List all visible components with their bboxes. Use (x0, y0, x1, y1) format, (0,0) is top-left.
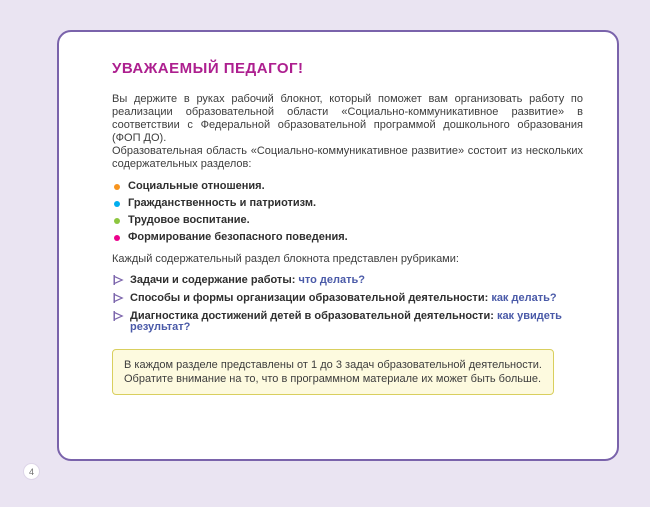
page-title: УВАЖАЕМЫЙ ПЕДАГОГ! (112, 60, 304, 77)
list-item (112, 293, 583, 304)
bullet-label: Формирование безопасного поведения. (128, 231, 348, 243)
rubric-label: Задачи и содержание работы: (130, 274, 296, 286)
bullet-label: Социальные отношения. (128, 180, 265, 192)
bullet-label: Трудовое воспитание. (128, 214, 250, 226)
rubric-question: как делать? (491, 292, 557, 304)
sections-list (112, 181, 583, 243)
rubrics-intro: Каждый содержательный раздел блокнота представлен рубриками: (112, 253, 459, 265)
flag-icon (112, 274, 124, 286)
rubric-question: как увидеть результат? (130, 310, 562, 333)
rubric-text (130, 293, 557, 304)
list-item (112, 232, 583, 243)
intro-paragraph: Вы держите в руках рабочий блокнот, который поможет вам организовать работу по реализации образовательной области «Социально-коммуникативное развитие» в соответствии с Федеральной образовательной программой дошкольного образования (ФОП ДО). (112, 93, 583, 144)
bullet-dot (114, 184, 120, 190)
rubric-text (130, 275, 365, 286)
list-item (112, 181, 583, 192)
sections-paragraph: Образовательная область «Социально-коммуникативное развитие» состоит из нескольких содержательных разделов: (112, 145, 583, 170)
rubric-label: Способы и формы организации образовательной деятельности: (130, 292, 489, 304)
note-box (112, 349, 554, 395)
rubric-label: Диагностика достижений детей в образовательной деятельности: (130, 310, 494, 322)
note-text: В каждом разделе представлены от 1 до 3 задач образовательной деятельности. Обратите внимание на то, что в программном материале их может быть больше. (124, 359, 542, 385)
page-number: 4 (28, 466, 34, 477)
list-item (112, 275, 583, 286)
content-card (57, 30, 619, 461)
flag-icon (112, 292, 124, 304)
rubric-question: что делать? (298, 274, 365, 286)
rubrics-list (112, 275, 583, 333)
bullet-dot (114, 201, 120, 207)
flag-icon (112, 310, 124, 322)
list-item (112, 215, 583, 226)
list-item (112, 311, 583, 333)
rubric-text (130, 311, 583, 333)
page-number-badge (23, 463, 40, 480)
bullet-label: Гражданственность и патриотизм. (128, 197, 317, 209)
bullet-dot (114, 218, 120, 224)
list-item (112, 198, 583, 209)
bullet-dot (114, 235, 120, 241)
